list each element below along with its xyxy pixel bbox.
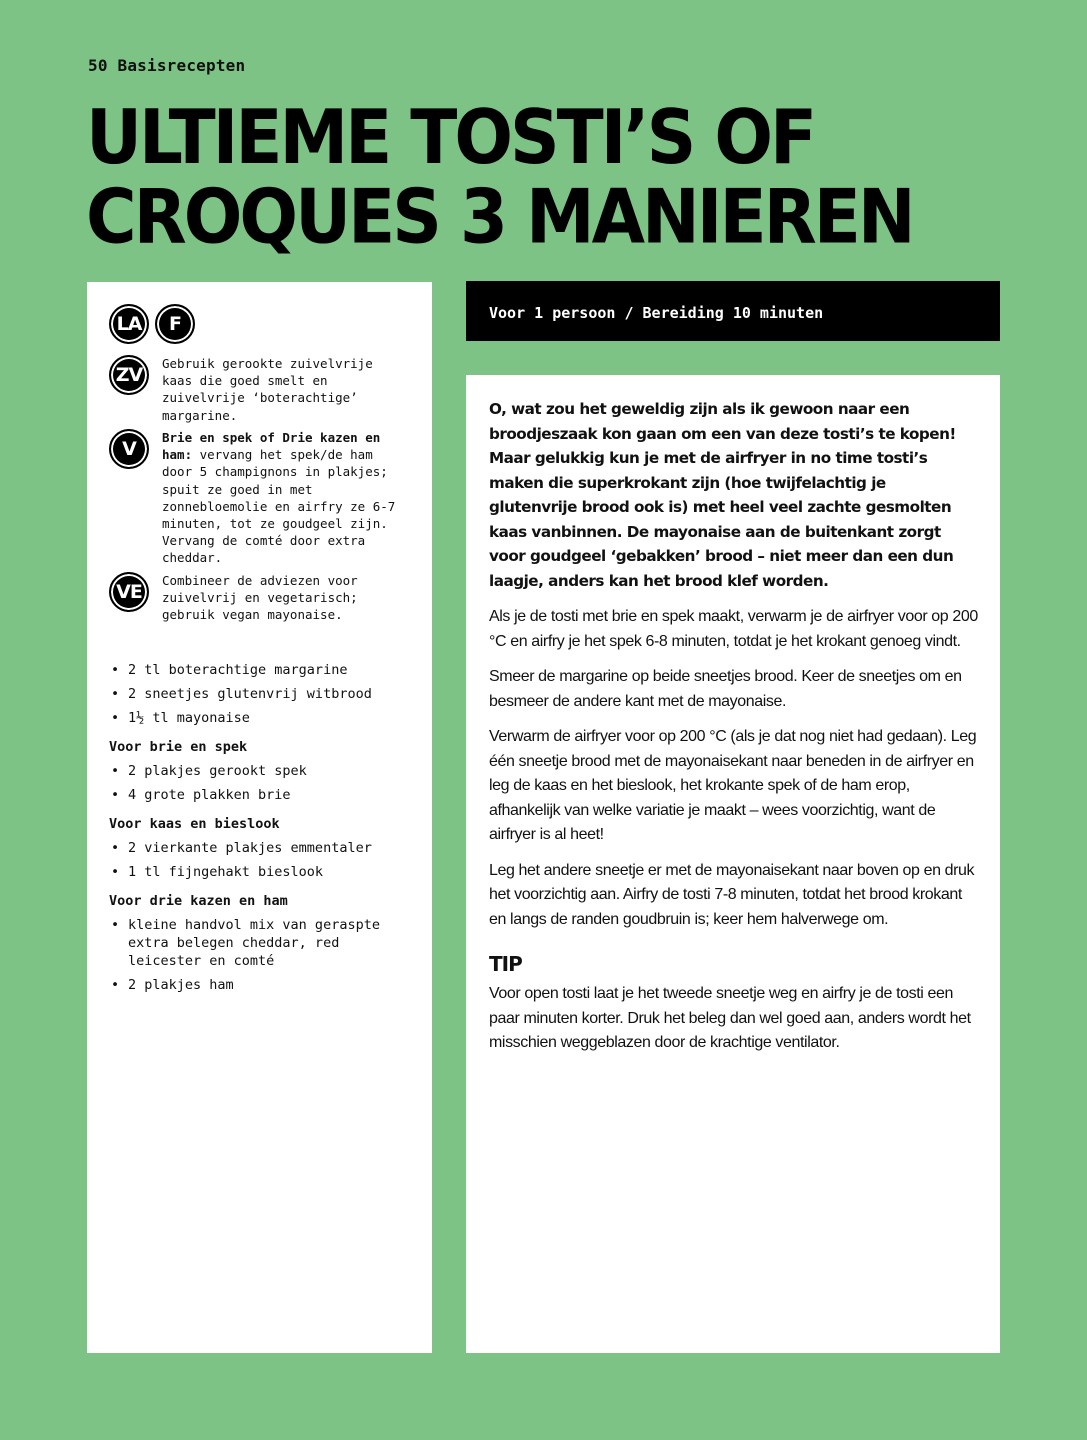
recipe-title [86, 94, 913, 262]
servings-time-bar: Voor 1 persoon / Bereiding 10 minuten [466, 281, 1000, 341]
title-line-2: CROQUES 3 MANIEREN [86, 174, 913, 262]
list-item: • 1 tl fijngehakt bieslook [109, 863, 419, 881]
ingredient-group [109, 762, 419, 804]
list-item: • 2 plakjes ham [109, 976, 419, 994]
diet-note-text [162, 572, 402, 624]
tip-text: Voor open tosti laat je het tweede sneetje weg en airfry je de tosti een paar minuten korter. Druk het beleg dan wel goed aan, anders wordt het misschien weggeblazen door de krachtige ventilator. [489, 985, 971, 1051]
diet-note-v [109, 429, 402, 567]
diet-note-zv [109, 355, 402, 424]
badge-ve: VE [109, 572, 149, 612]
intro-text: O, wat zou het geweldig zijn als ik gewoon naar een broodjeszaak kon gaan om een van deze tosti’s te kopen! Maar gelukkig kun je met de airfryer in no time tosti’s maken die superkrokant zijn (hoe twijfelachtig je glutenvrije brood ook is) met heel veel zachte gesmolten kaas vanbinnen. De mayonaise aan de buitenkant zorgt voor goudgeel ‘gebakken’ brood – niet meer dan een dun laagje, anders kan het brood klef worden. [489, 400, 956, 590]
method-step: Als je de tosti met brie en spek maakt, verwarm je de airfryer voor op 200 °C en airfry je het spek 6-8 minuten, totdat je het krokant genoeg vindt. [489, 608, 978, 650]
diet-note-body: Gebruik gerookte zuivelvrije kaas die goed smelt en zuivelvrije ‘boterachtige’ margarine. [162, 356, 373, 423]
diet-badges [109, 304, 195, 344]
badge-v: V [109, 429, 149, 469]
method-step: Smeer de margarine op beide sneetjes brood. Keer de sneetjes om en besmeer de andere kant met de mayonaise. [489, 668, 962, 710]
diet-note-text [162, 355, 402, 424]
list-item: • 4 grote plakken brie [109, 786, 419, 804]
ingredient-group-heading: Voor drie kazen en ham [109, 893, 288, 909]
ingredient-group [109, 839, 419, 881]
list-item: • 2 sneetjes glutenvrij witbrood [109, 685, 419, 703]
ingredient-group-heading: Voor kaas en bieslook [109, 816, 280, 832]
sidebar-panel [87, 282, 432, 1353]
badge-la: LA [109, 304, 149, 344]
list-item: • 2 tl boterachtige margarine [109, 661, 419, 679]
title-line-1: ULTIEME TOSTI’S OF [86, 94, 815, 182]
diet-note-body: vervang het spek/de ham door 5 champignons in plakjes; spuit ze goed in met zonnebloemolie en airfry ze 6-7 minuten, tot ze goudgeel zijn. Vervang de comté door extra cheddar. [162, 447, 396, 566]
base-ingredients [109, 661, 419, 727]
tip-heading: TIP [489, 952, 522, 976]
list-item: • kleine handvol mix van geraspte extra belegen cheddar, red leicester en comté [109, 916, 419, 970]
diet-note-text [162, 429, 402, 567]
page-header: 50 Basisrecepten [88, 56, 246, 75]
list-item: • 2 vierkante plakjes emmentaler [109, 839, 419, 857]
diet-note-bold: Brie en spek of Drie kazen en ham: [162, 430, 381, 463]
badge-zv: ZV [109, 355, 149, 395]
method-step: Leg het andere sneetje er met de mayonaisekant naar boven op en druk het voorzichtig aan. Airfry de tosti 7-8 minuten, totdat het brood krokant en langs de randen goudbruin is; keer hem halverwege om. [489, 861, 975, 928]
list-item: • 1½ tl mayonaise [109, 709, 419, 727]
method-step: Verwarm de airfryer voor op 200 °C (als je dat nog niet had gedaan). Leg één sneetje brood met de mayonaisekant naar beneden in de airfryer en leg de kaas en het bieslook, het krokante spek of de ham erop, afhankelijk van welke variatie je maakt – wees voorzichtig, want de airfryer is al heet! [489, 728, 977, 843]
list-item: • 2 plakjes gerookt spek [109, 762, 419, 780]
ingredient-group [109, 916, 419, 994]
ingredient-group-heading: Voor brie en spek [109, 739, 248, 755]
method-panel [466, 375, 1000, 1353]
badge-f: F [155, 304, 195, 344]
diet-note-body: Combineer de adviezen voor zuivelvrij en vegetarisch; gebruik vegan mayonaise. [162, 573, 358, 623]
diet-note-ve [109, 572, 402, 624]
ingredient-list [109, 661, 419, 1000]
